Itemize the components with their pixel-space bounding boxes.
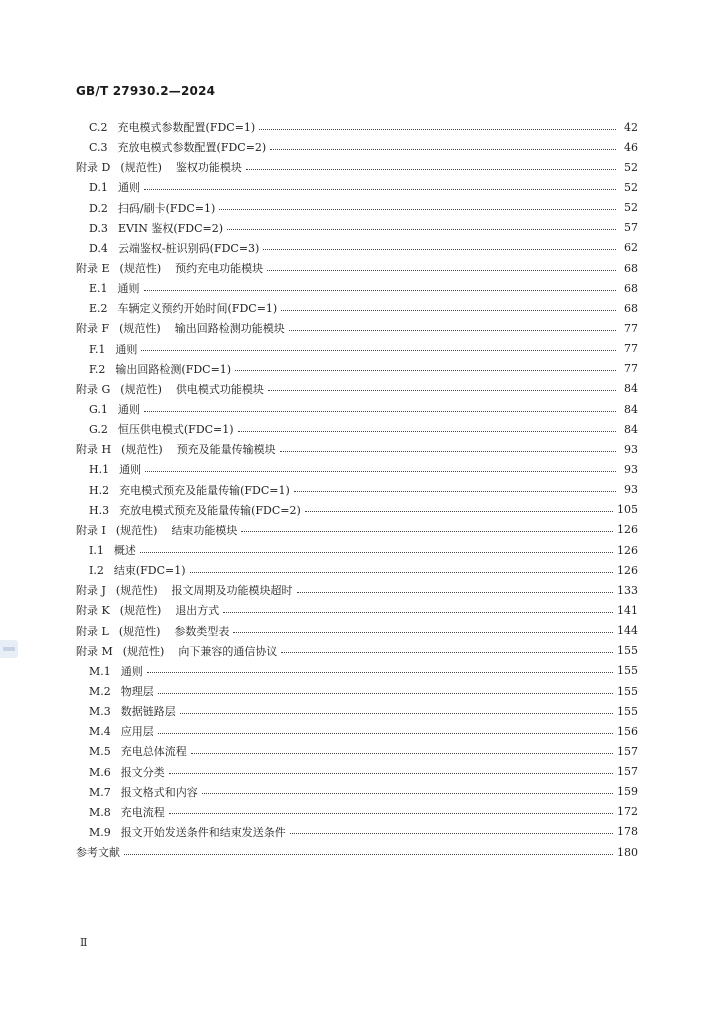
toc-entry-code: H.3 [89, 503, 110, 517]
toc-section-entry[interactable] [76, 117, 638, 137]
toc-entry-page: 93 [624, 442, 638, 456]
toc-entry-text: 云端鉴权-桩识别码(FDC=3) [117, 241, 260, 255]
dot-leader [144, 290, 616, 291]
toc-entry-page: 141 [617, 603, 638, 617]
toc-entry-code: D.1 [89, 181, 108, 195]
toc-entry-page: 178 [617, 825, 638, 839]
toc-entry-title [76, 844, 120, 860]
toc-entry-title [89, 341, 137, 357]
toc-entry-text: 恒压供电模式(FDC=1) [117, 423, 234, 437]
toc-entry-text: 参考文献 [76, 846, 120, 860]
dot-leader [233, 632, 613, 633]
toc-entry-code: 附录 F [76, 322, 110, 336]
toc-entry-code: C.2 [89, 121, 108, 135]
toc-entry-page: 93 [624, 483, 638, 497]
toc-entry-title [89, 220, 223, 236]
toc-entry-code: F.1 [89, 342, 106, 356]
toc-entry-text: 报文开始发送条件和结束发送条件 [120, 825, 286, 839]
dot-leader [158, 693, 613, 694]
toc-entry-text: EVIN 鉴权(FDC=2) [117, 221, 224, 235]
toc-entry-title [76, 320, 285, 336]
toc-entry-title [89, 743, 187, 759]
toc-entry-code: G.2 [89, 423, 108, 437]
toc-entry-kind: (规范性) [120, 161, 162, 175]
toc-entry-page: 105 [617, 503, 638, 517]
dot-leader [281, 652, 613, 653]
toc-entry-title [89, 764, 165, 780]
table-of-contents [76, 117, 638, 862]
toc-entry-text: 物理层 [120, 685, 154, 698]
toc-entry-code: H.1 [89, 463, 110, 477]
toc-entry-text: 数据链路层 [120, 705, 176, 719]
toc-entry-page: 155 [617, 704, 638, 718]
toc-entry-text: 通则 [115, 342, 138, 356]
toc-section-entry[interactable] [76, 137, 638, 157]
dot-leader [147, 672, 613, 673]
toc-entry-title [89, 401, 140, 417]
toc-entry-page: 157 [617, 765, 638, 779]
toc-entry-text: 供电模式功能模块 [175, 382, 264, 396]
toc-section-entry[interactable] [76, 298, 638, 318]
toc-entry-text: 预约充电功能模块 [175, 262, 264, 276]
toc-entry-title [89, 562, 186, 578]
dot-leader [169, 813, 613, 814]
dot-leader [141, 350, 616, 351]
standard-code-header: GB/T 27930.2—2024 [76, 84, 216, 98]
toc-entry-code: M.5 [89, 745, 111, 759]
toc-entry-title [89, 703, 176, 719]
toc-entry-page: 126 [617, 543, 638, 557]
toc-entry-code: M.2 [89, 685, 111, 698]
toc-entry-title [89, 119, 255, 135]
toc-entry-title [89, 824, 286, 840]
toc-entry-page: 180 [617, 845, 638, 859]
toc-entry-title [89, 723, 154, 739]
toc-entry-page: 172 [617, 805, 638, 819]
toc-annex-entry[interactable] [76, 379, 638, 399]
dot-leader [280, 451, 616, 452]
toc-section-entry[interactable] [76, 762, 638, 782]
toc-entry-code: I.2 [89, 564, 104, 578]
toc-entry-text: 车辆定义预约开始时间(FDC=1) [117, 302, 278, 316]
toc-entry-page: 155 [617, 664, 638, 678]
toc-entry-code: D.3 [89, 221, 108, 235]
toc-entry-kind: (规范性) [115, 584, 158, 598]
dot-leader [305, 511, 613, 512]
dot-leader [290, 833, 613, 834]
toc-entry-page: 157 [617, 744, 638, 758]
dot-leader [235, 370, 616, 371]
toc-entry-title [89, 200, 215, 216]
toc-section-entry[interactable] [76, 701, 638, 721]
toc-entry-title [89, 300, 277, 316]
toc-section-entry[interactable] [76, 721, 638, 741]
toc-entry-page: 68 [624, 261, 638, 275]
toc-section-entry[interactable] [76, 399, 638, 419]
dot-leader [241, 531, 613, 532]
toc-entry-text: 充电模式预充及能量传输(FDC=1) [119, 483, 290, 497]
toc-entry-title [89, 683, 154, 699]
toc-section-entry[interactable] [76, 661, 638, 681]
dot-leader [294, 491, 616, 492]
toc-entry-page: 126 [617, 523, 638, 537]
toc-entry-title [89, 461, 141, 477]
dot-leader [223, 612, 613, 613]
toc-entry-title [89, 179, 140, 195]
toc-section-entry[interactable] [76, 802, 638, 822]
toc-entry-page: 42 [624, 120, 638, 134]
toc-entry-text: 充电模式参数配置(FDC=1) [117, 121, 256, 135]
toc-entry-title [89, 421, 234, 437]
toc-section-entry[interactable] [76, 782, 638, 802]
toc-entry-code: M.4 [89, 725, 111, 739]
toc-entry-page: 84 [624, 422, 638, 436]
toc-entry-text: 通则 [120, 664, 143, 678]
toc-entry-title [76, 260, 263, 276]
toc-entry-page: 77 [624, 342, 638, 356]
toc-entry-page: 77 [624, 321, 638, 335]
toc-section-entry[interactable] [76, 480, 638, 500]
dot-leader [190, 572, 613, 573]
toc-entry-kind: (规范性) [119, 604, 162, 618]
toc-entry-title [89, 804, 165, 820]
dot-leader [124, 854, 613, 855]
toc-entry-text: 结束(FDC=1) [113, 564, 186, 578]
toc-entry-code: M.9 [89, 825, 111, 839]
toc-entry-text: 结束功能模块 [171, 523, 238, 537]
toc-entry-text: 通则 [117, 282, 140, 296]
toc-entry-text: 参数类型表 [174, 624, 230, 638]
toc-entry-kind: (规范性) [115, 523, 158, 537]
toc-annex-entry[interactable] [76, 600, 638, 620]
toc-entry-page: 156 [617, 724, 638, 738]
toc-entry-page: 46 [624, 140, 638, 154]
dot-leader [158, 733, 613, 734]
dot-leader [263, 249, 616, 250]
toc-entry-title [76, 159, 242, 175]
toc-annex-entry[interactable] [76, 258, 638, 278]
dot-leader [268, 390, 616, 391]
toc-entry-title [89, 139, 266, 155]
toc-entry-title [76, 582, 293, 598]
toc-entry-page: 68 [624, 301, 638, 315]
toc-entry-code: E.2 [89, 302, 108, 316]
toc-section-entry[interactable] [76, 741, 638, 761]
toc-entry-title [89, 502, 301, 518]
toc-entry-code: D.4 [89, 241, 108, 255]
toc-section-entry[interactable] [76, 540, 638, 560]
toc-entry-text: 报文格式和内容 [120, 785, 198, 799]
toc-entry-code: H.2 [89, 483, 110, 497]
toc-entry-page: 52 [624, 160, 638, 174]
dot-leader [169, 773, 613, 774]
dot-leader [145, 471, 616, 472]
toc-entry-page: 155 [617, 644, 638, 658]
toc-entry-code: I.1 [89, 544, 104, 558]
toc-annex-entry[interactable] [76, 520, 638, 540]
toc-entry-page: 84 [624, 382, 638, 396]
dot-leader [297, 592, 614, 593]
toc-entry-kind: (规范性) [120, 382, 162, 396]
toc-entry-text: 输出回路检测功能模块 [174, 322, 285, 336]
toc-entry-text: 扫码/刷卡(FDC=1) [117, 201, 216, 215]
dot-leader [219, 209, 616, 210]
toc-section-entry[interactable] [76, 560, 638, 580]
toc-entry-page: 126 [617, 563, 638, 577]
toc-entry-page: 62 [624, 241, 638, 255]
toc-annex-entry[interactable] [76, 580, 638, 600]
toc-entry-page: 144 [617, 624, 638, 638]
dot-leader [246, 169, 616, 170]
toc-entry-title [89, 240, 259, 256]
toc-annex-entry[interactable] [76, 842, 638, 862]
toc-entry-code: 附录 I [76, 523, 106, 537]
toc-entry-title [89, 663, 143, 679]
toc-entry-code: D.2 [89, 201, 108, 215]
toc-entry-code: M.6 [89, 765, 111, 779]
toc-entry-title [76, 623, 229, 639]
toc-annex-entry[interactable] [76, 621, 638, 641]
dot-leader [180, 713, 613, 714]
toc-entry-title [89, 482, 290, 498]
toc-entry-text: 报文周期及功能模块超时 [171, 584, 293, 598]
toc-entry-code: 附录 L [76, 624, 109, 638]
toc-section-entry[interactable] [76, 218, 638, 238]
toc-section-entry[interactable] [76, 198, 638, 218]
dot-leader [267, 270, 616, 271]
toc-entry-code: M.7 [89, 785, 111, 799]
dot-leader [140, 552, 613, 553]
toc-entry-code: C.3 [89, 141, 108, 155]
toc-section-entry[interactable] [76, 278, 638, 298]
toc-entry-title [76, 522, 237, 538]
toc-entry-page: 84 [624, 402, 638, 416]
toc-entry-text: 向下兼容的通信协议 [178, 644, 278, 658]
toc-section-entry[interactable] [76, 419, 638, 439]
toc-entry-page: 155 [617, 684, 638, 698]
toc-entry-kind: (规范性) [121, 443, 163, 457]
toc-entry-code: 附录 G [76, 382, 111, 396]
toc-entry-code: 附录 K [76, 604, 110, 618]
dot-leader [191, 753, 613, 754]
toc-section-entry[interactable] [76, 822, 638, 842]
toc-entry-text: 退出方式 [175, 604, 220, 618]
toc-annex-entry[interactable] [76, 439, 638, 459]
dot-leader [227, 229, 616, 230]
toc-entry-text: 通则 [117, 181, 140, 195]
toc-section-entry[interactable] [76, 339, 638, 359]
toc-annex-entry[interactable] [76, 641, 638, 661]
dot-leader [238, 431, 616, 432]
toc-entry-text: 报文分类 [120, 765, 165, 779]
toc-entry-title [76, 381, 264, 397]
toc-entry-text: 充电总体流程 [120, 745, 187, 759]
dot-leader [144, 411, 616, 412]
toc-section-entry[interactable] [76, 500, 638, 520]
toc-entry-text: 通则 [119, 463, 142, 477]
toc-entry-text: 通则 [117, 403, 140, 417]
toc-entry-title [89, 784, 198, 800]
toc-entry-text: 充电流程 [120, 805, 165, 819]
toc-section-entry[interactable] [76, 459, 638, 479]
toc-entry-code: M.8 [89, 805, 111, 819]
toc-entry-text: 充放电模式参数配置(FDC=2) [117, 141, 267, 155]
toc-entry-code: 附录 E [76, 262, 110, 276]
toc-entry-text: 应用层 [120, 725, 154, 739]
toc-entry-kind: (规范性) [122, 644, 165, 658]
toc-entry-page: 159 [617, 785, 638, 799]
side-tab-icon[interactable] [0, 640, 18, 658]
toc-entry-kind: (规范性) [119, 262, 162, 276]
toc-entry-text: 输出回路检测(FDC=1) [115, 362, 232, 376]
toc-entry-code: 附录 M [76, 644, 113, 658]
toc-entry-page: 93 [624, 462, 638, 476]
dot-leader [202, 793, 613, 794]
toc-entry-page: 68 [624, 281, 638, 295]
toc-entry-kind: (规范性) [118, 624, 161, 638]
toc-entry-title [89, 361, 231, 377]
toc-entry-text: 概述 [113, 544, 136, 558]
toc-entry-code: M.1 [89, 664, 111, 678]
toc-entry-title [76, 643, 277, 659]
toc-entry-page: 52 [624, 180, 638, 194]
toc-entry-code: 附录 H [76, 443, 112, 457]
toc-annex-entry[interactable] [76, 318, 638, 338]
toc-entry-text: 鉴权功能模块 [175, 161, 242, 175]
toc-entry-page: 133 [617, 583, 638, 597]
toc-entry-page: 52 [624, 201, 638, 215]
toc-section-entry[interactable] [76, 681, 638, 701]
toc-entry-title [76, 602, 219, 618]
toc-entry-kind: (规范性) [119, 322, 161, 336]
dot-leader [259, 129, 616, 130]
toc-entry-code: G.1 [89, 403, 108, 417]
toc-entry-code: F.2 [89, 362, 106, 376]
toc-entry-code: E.1 [89, 282, 108, 296]
toc-annex-entry[interactable] [76, 157, 638, 177]
toc-entry-title [89, 280, 140, 296]
toc-entry-title [89, 542, 136, 558]
dot-leader [270, 149, 616, 150]
toc-section-entry[interactable] [76, 238, 638, 258]
toc-entry-code: M.3 [89, 705, 111, 719]
page-number: Ⅱ [80, 936, 88, 949]
toc-entry-text: 充放电模式预充及能量传输(FDC=2) [119, 503, 301, 517]
toc-entry-page: 57 [624, 221, 638, 235]
side-tab-mark [3, 647, 15, 651]
dot-leader [281, 310, 616, 311]
toc-section-entry[interactable] [76, 359, 638, 379]
toc-entry-text: 预充及能量传输模块 [176, 443, 276, 457]
toc-entry-title [76, 441, 276, 457]
dot-leader [289, 330, 616, 331]
toc-entry-page: 77 [624, 362, 638, 376]
toc-section-entry[interactable] [76, 177, 638, 197]
dot-leader [144, 189, 616, 190]
toc-entry-code: 附录 D [76, 161, 111, 175]
toc-entry-code: 附录 J [76, 584, 106, 598]
